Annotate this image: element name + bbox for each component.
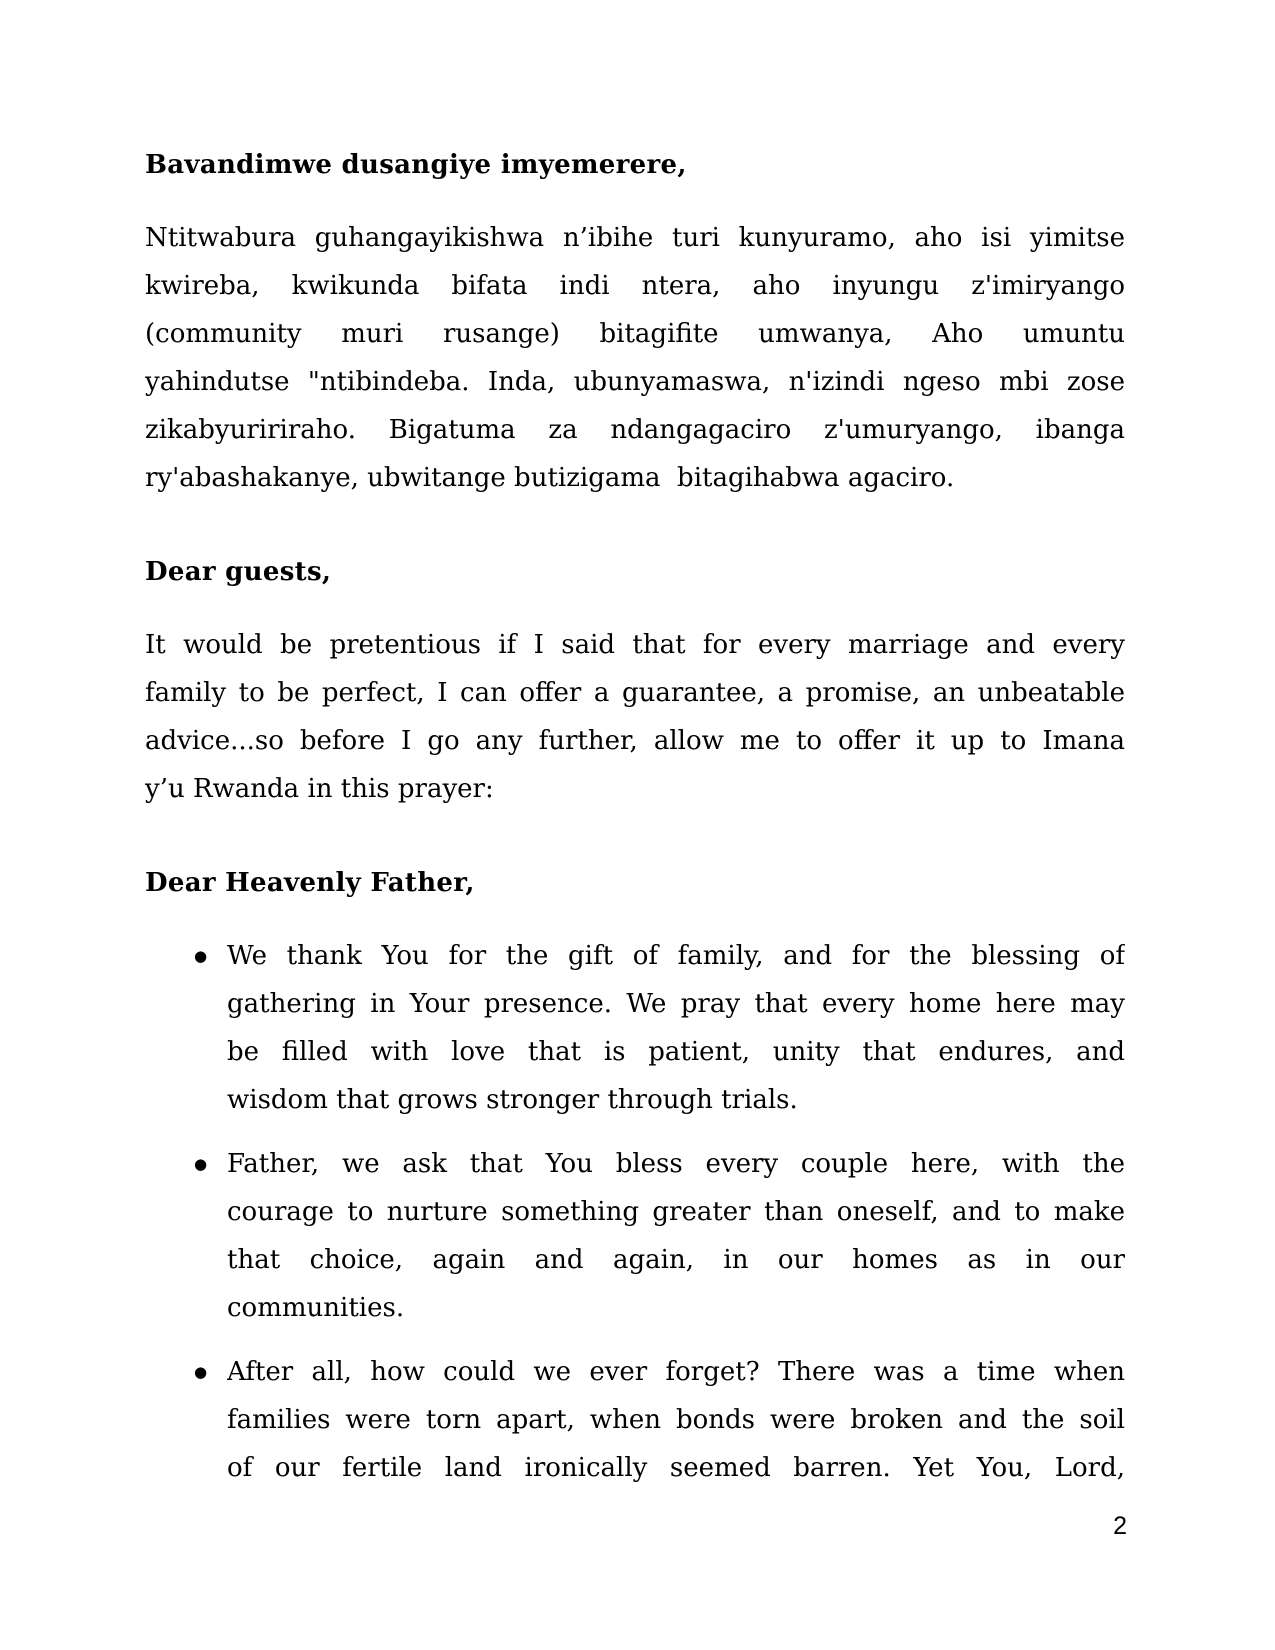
- text-line: of our fertile land ironically seemed barren. Yet You, Lord,: [227, 1453, 1125, 1483]
- text-line: advice...so before I go any further, allow me to offer it up to Imana: [145, 726, 1125, 756]
- text-line: ry'abashakanye, ubwitange butizigama bitagihabwa agaciro.: [145, 463, 955, 493]
- bullet-icon: ●: [194, 1363, 208, 1381]
- text-line: courage to nurture something greater than oneself, and to make: [227, 1197, 1125, 1227]
- section-heading-guests: Dear guests,: [145, 557, 332, 587]
- text-line: Ntitwabura guhangayikishwa n’ibihe turi kunyuramo, aho isi yimitse: [145, 223, 1125, 253]
- bullet-icon: ●: [194, 947, 208, 965]
- text-line: be filled with love that is patient, unity that endures, and: [227, 1037, 1125, 1067]
- bullet-item: [145, 932, 1125, 1124]
- text-line: We thank You for the gift of family, and for the blessing of: [227, 941, 1125, 971]
- bullet-item: [145, 1348, 1125, 1492]
- text-line: communities.: [227, 1293, 405, 1323]
- text-line: families were torn apart, when bonds were broken and the soil: [227, 1405, 1125, 1435]
- text-line: wisdom that grows stronger through trials.: [227, 1085, 798, 1115]
- bullet-item: [145, 1140, 1125, 1332]
- text-line: It would be pretentious if I said that for every marriage and every: [145, 630, 1125, 660]
- text-line: family to be perfect, I can offer a guarantee, a promise, an unbeatable: [145, 678, 1125, 708]
- paragraph-kinyarwanda: [145, 214, 1125, 502]
- text-line: that choice, again and again, in our homes as in our: [227, 1245, 1125, 1275]
- text-line: Father, we ask that You bless every couple here, with the: [227, 1149, 1125, 1179]
- text-line: kwireba, kwikunda bifata indi ntera, aho inyungu z'imiryango: [145, 271, 1125, 301]
- paragraph-intro: [145, 621, 1125, 813]
- text-line: yahindutse "ntibindeba. Inda, ubunyamaswa, n'izindi ngeso mbi zose: [145, 367, 1125, 397]
- text-line: gathering in Your presence. We pray that every home here may: [227, 989, 1125, 1019]
- bullet-icon: ●: [194, 1155, 208, 1173]
- text-line: After all, how could we ever forget? There was a time when: [227, 1357, 1125, 1387]
- page-number: 2: [1113, 1512, 1127, 1540]
- text-line: y’u Rwanda in this prayer:: [145, 774, 494, 804]
- content-area: [145, 141, 1125, 1492]
- text-line: (community muri rusange) bitagifite umwanya, Aho umuntu: [145, 319, 1125, 349]
- section-heading-prayer: Dear Heavenly Father,: [145, 868, 475, 898]
- prayer-bullet-list: [145, 932, 1125, 1492]
- text-line: zikabyuririraho. Bigatuma za ndangagaciro z'umuryango, ibanga: [145, 415, 1125, 445]
- section-heading-kinyarwanda: Bavandimwe dusangiye imyemerere,: [145, 150, 687, 180]
